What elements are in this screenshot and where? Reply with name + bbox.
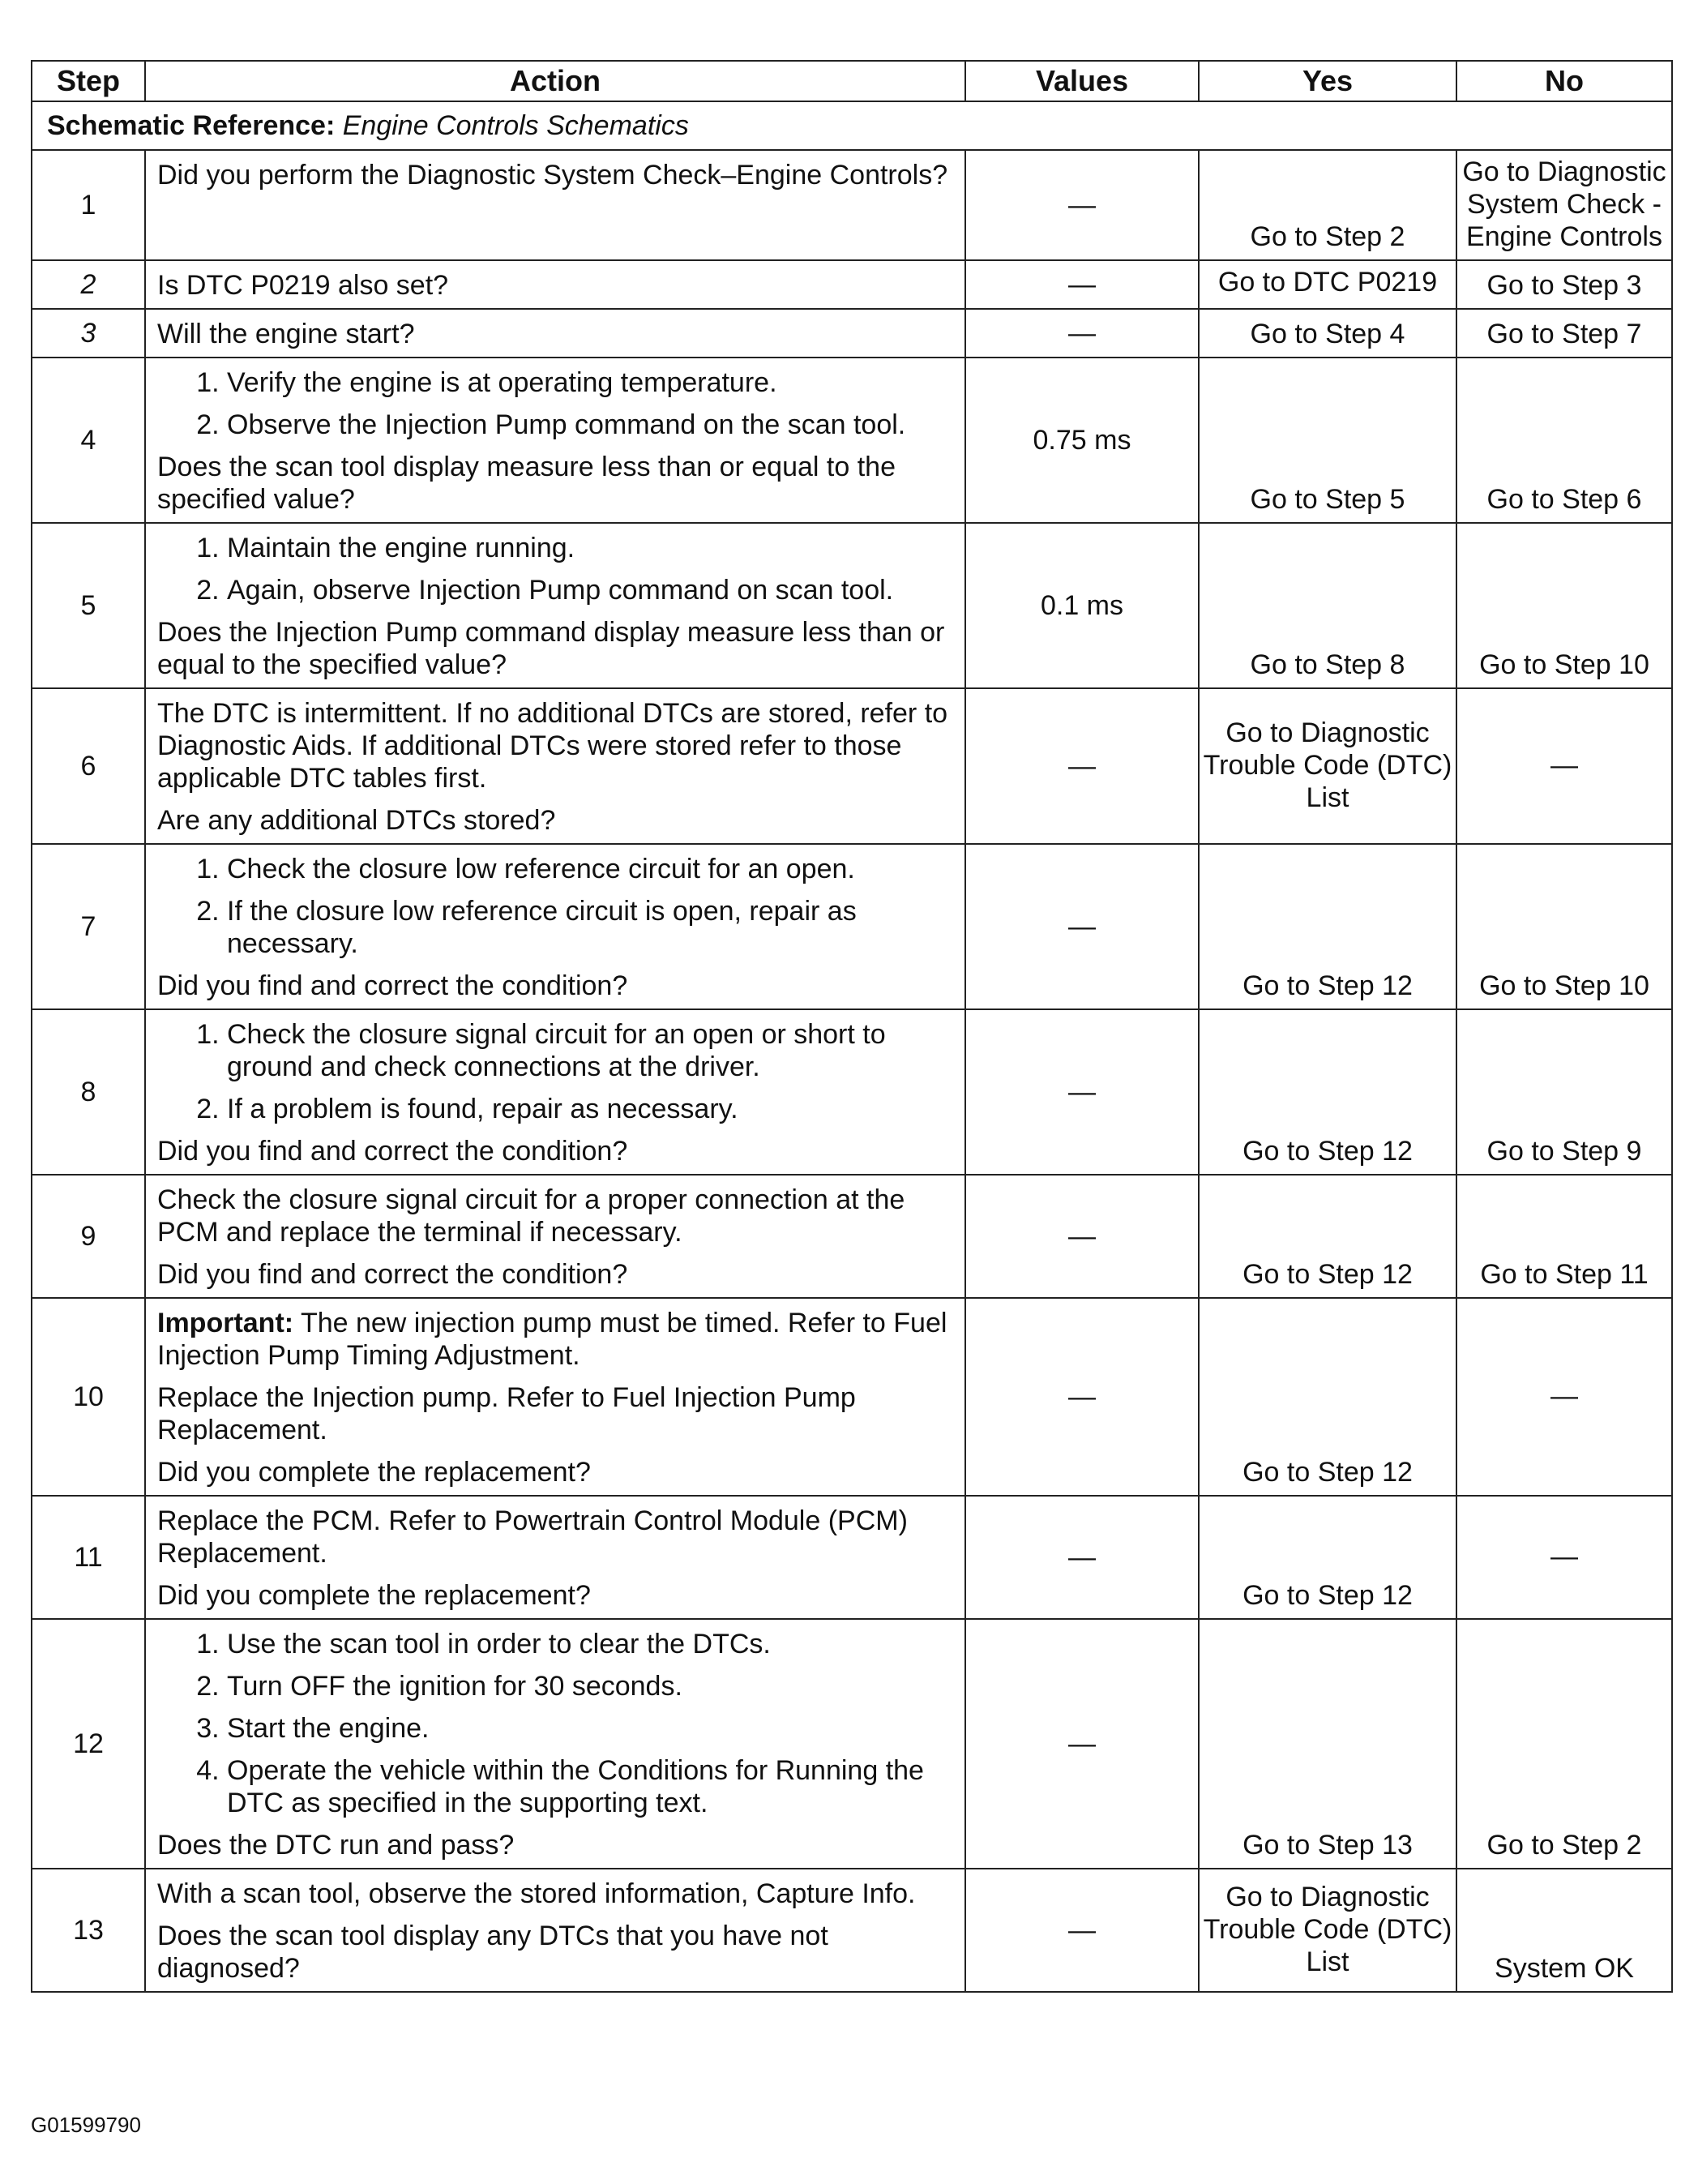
header-step: Step: [32, 61, 145, 101]
header-row: [32, 61, 1672, 101]
action-text: Will the engine start?: [157, 319, 415, 349]
yes-cell: Go to Step 13: [1199, 1619, 1456, 1869]
action-text: Does the DTC run and pass?: [157, 1830, 515, 1861]
action-step-item: 1. Verify the engine is at operating temperature.: [227, 366, 953, 399]
table-row: [32, 1298, 1672, 1496]
values-cell: —: [965, 1619, 1199, 1869]
action-text: Does the Injection Pump command display measure less than or equal to the specified value?: [157, 617, 945, 680]
action-text: Did you find and correct the condition?: [157, 1259, 628, 1290]
no-cell: Go to Step 9: [1456, 1009, 1672, 1175]
action-text: Did you find and correct the condition?: [157, 970, 628, 1001]
action-steps-list: [157, 366, 953, 441]
step-cell: 6: [32, 688, 145, 844]
step-cell: 9: [32, 1175, 145, 1298]
header-no: No: [1456, 61, 1672, 101]
action-cell: [145, 309, 965, 358]
action-cell: [145, 523, 965, 688]
no-cell: —: [1456, 1496, 1672, 1619]
yes-cell: Go to DTC P0219: [1199, 260, 1456, 309]
action-cell: [145, 358, 965, 523]
table-row: [32, 309, 1672, 358]
table-row: [32, 260, 1672, 309]
action-cell: [145, 260, 965, 309]
header-action: Action: [145, 61, 965, 101]
action-steps-list: [157, 532, 953, 606]
action-text: Did you find and correct the condition?: [157, 1136, 628, 1167]
step-cell: 1: [32, 150, 145, 260]
no-cell: Go to Diagnostic System Check - Engine Controls: [1456, 150, 1672, 260]
action-text: Did you complete the replacement?: [157, 1580, 591, 1611]
action-cell: [145, 1009, 965, 1175]
action-step-item: 2. Again, observe Injection Pump command on scan tool.: [227, 574, 953, 606]
step-cell: 7: [32, 844, 145, 1009]
step-cell: 10: [32, 1298, 145, 1496]
action-cell: [145, 150, 965, 260]
yes-cell: Go to Step 12: [1199, 1496, 1456, 1619]
values-cell: —: [965, 150, 1199, 260]
schematic-reference: [32, 101, 1672, 150]
action-step-item: 3. Start the engine.: [227, 1712, 953, 1745]
no-cell: —: [1456, 688, 1672, 844]
header-yes: Yes: [1199, 61, 1456, 101]
action-text: Does the scan tool display any DTCs that you have not diagnosed?: [157, 1921, 828, 1984]
action-text: Is DTC P0219 also set?: [157, 270, 449, 301]
yes-cell: Go to Step 12: [1199, 1298, 1456, 1496]
action-cell: [145, 1175, 965, 1298]
table-row: [32, 1009, 1672, 1175]
yes-cell: Go to Diagnostic Trouble Code (DTC) List: [1199, 688, 1456, 844]
action-cell: [145, 1619, 965, 1869]
action-step-item: 2. Turn OFF the ignition for 30 seconds.: [227, 1670, 953, 1702]
diagnostic-table: [31, 60, 1673, 1993]
action-text: Replace the Injection pump. Refer to Fuel Injection Pump Replacement.: [157, 1382, 856, 1445]
yes-cell: Go to Step 5: [1199, 358, 1456, 523]
important-note: [157, 1307, 953, 1372]
step-cell: 4: [32, 358, 145, 523]
yes-cell: Go to Step 12: [1199, 1009, 1456, 1175]
table-row: [32, 358, 1672, 523]
table-row: [32, 1869, 1672, 1992]
values-cell: —: [965, 1869, 1199, 1992]
yes-cell: Go to Diagnostic Trouble Code (DTC) List: [1199, 1869, 1456, 1992]
action-text: Replace the PCM. Refer to Powertrain Control Module (PCM) Replacement.: [157, 1505, 908, 1569]
schematic-label: Schematic Reference:: [47, 110, 336, 141]
values-cell: —: [965, 1009, 1199, 1175]
no-cell: Go to Step 3: [1456, 260, 1672, 309]
values-cell: —: [965, 1175, 1199, 1298]
no-cell: Go to Step 11: [1456, 1175, 1672, 1298]
action-step-item: 1. Use the scan tool in order to clear the DTCs.: [227, 1628, 953, 1660]
values-cell: —: [965, 1298, 1199, 1496]
table-row: [32, 150, 1672, 260]
yes-cell: Go to Step 12: [1199, 1175, 1456, 1298]
values-cell: 0.75 ms: [965, 358, 1199, 523]
table-row: [32, 1619, 1672, 1869]
action-step-item: 2. Observe the Injection Pump command on the scan tool.: [227, 409, 953, 441]
values-cell: —: [965, 688, 1199, 844]
action-cell: [145, 1496, 965, 1619]
action-step-item: 1. Maintain the engine running.: [227, 532, 953, 564]
values-cell: —: [965, 844, 1199, 1009]
step-cell: 5: [32, 523, 145, 688]
action-text: Check the closure signal circuit for a proper connection at the PCM and replace the terminal if necessary.: [157, 1184, 905, 1248]
step-cell: 11: [32, 1496, 145, 1619]
action-text: Are any additional DTCs stored?: [157, 805, 556, 836]
no-cell: Go to Step 6: [1456, 358, 1672, 523]
action-cell: [145, 688, 965, 844]
step-cell: 8: [32, 1009, 145, 1175]
action-cell: [145, 1869, 965, 1992]
step-cell: 13: [32, 1869, 145, 1992]
no-cell: System OK: [1456, 1869, 1672, 1992]
action-step-item: 2. If a problem is found, repair as necessary.: [227, 1093, 953, 1125]
table-row: [32, 1496, 1672, 1619]
action-text: With a scan tool, observe the stored information, Capture Info.: [157, 1878, 916, 1909]
no-cell: Go to Step 10: [1456, 844, 1672, 1009]
no-cell: Go to Step 7: [1456, 309, 1672, 358]
action-cell: [145, 1298, 965, 1496]
action-text: Did you perform the Diagnostic System Check–Engine Controls?: [157, 160, 948, 191]
important-text: The new injection pump must be timed. Refer to Fuel Injection Pump Timing Adjustment.: [157, 1308, 947, 1371]
action-steps-list: [157, 1628, 953, 1819]
action-steps-list: [157, 853, 953, 960]
table-row: [32, 688, 1672, 844]
yes-cell: Go to Step 2: [1199, 150, 1456, 260]
step-cell: 12: [32, 1619, 145, 1869]
no-cell: Go to Step 10: [1456, 523, 1672, 688]
action-step-item: 1. Check the closure signal circuit for an open or short to ground and check connections at the driver.: [227, 1018, 953, 1083]
action-cell: [145, 844, 965, 1009]
action-text: The DTC is intermittent. If no additional DTCs are stored, refer to Diagnostic Aids. If additional DTCs were stored refer to those applicable DTC tables first.: [157, 698, 948, 794]
figure-id: G01599790: [31, 2113, 141, 2137]
action-step-item: 4. Operate the vehicle within the Conditions for Running the DTC as specified in the supporting text.: [227, 1754, 953, 1819]
no-cell: Go to Step 2: [1456, 1619, 1672, 1869]
schematic-value: Engine Controls Schematics: [342, 110, 689, 141]
yes-cell: Go to Step 4: [1199, 309, 1456, 358]
values-cell: 0.1 ms: [965, 523, 1199, 688]
header-values: Values: [965, 61, 1199, 101]
values-cell: —: [965, 1496, 1199, 1619]
yes-cell: Go to Step 12: [1199, 844, 1456, 1009]
action-step-item: 1. Check the closure low reference circuit for an open.: [227, 853, 953, 885]
important-label: Important:: [157, 1308, 294, 1338]
values-cell: —: [965, 260, 1199, 309]
schematic-reference-row: [32, 101, 1672, 150]
action-steps-list: [157, 1018, 953, 1125]
action-step-item: 2. If the closure low reference circuit is open, repair as necessary.: [227, 895, 953, 960]
table-row: [32, 844, 1672, 1009]
table-row: [32, 523, 1672, 688]
step-cell: 2: [32, 260, 145, 309]
action-text: Does the scan tool display measure less than or equal to the specified value?: [157, 452, 896, 515]
step-cell: 3: [32, 309, 145, 358]
no-cell: —: [1456, 1298, 1672, 1496]
action-text: Did you complete the replacement?: [157, 1457, 591, 1488]
diagnostic-table-sheet: [31, 60, 1671, 1993]
values-cell: —: [965, 309, 1199, 358]
yes-cell: Go to Step 8: [1199, 523, 1456, 688]
table-row: [32, 1175, 1672, 1298]
